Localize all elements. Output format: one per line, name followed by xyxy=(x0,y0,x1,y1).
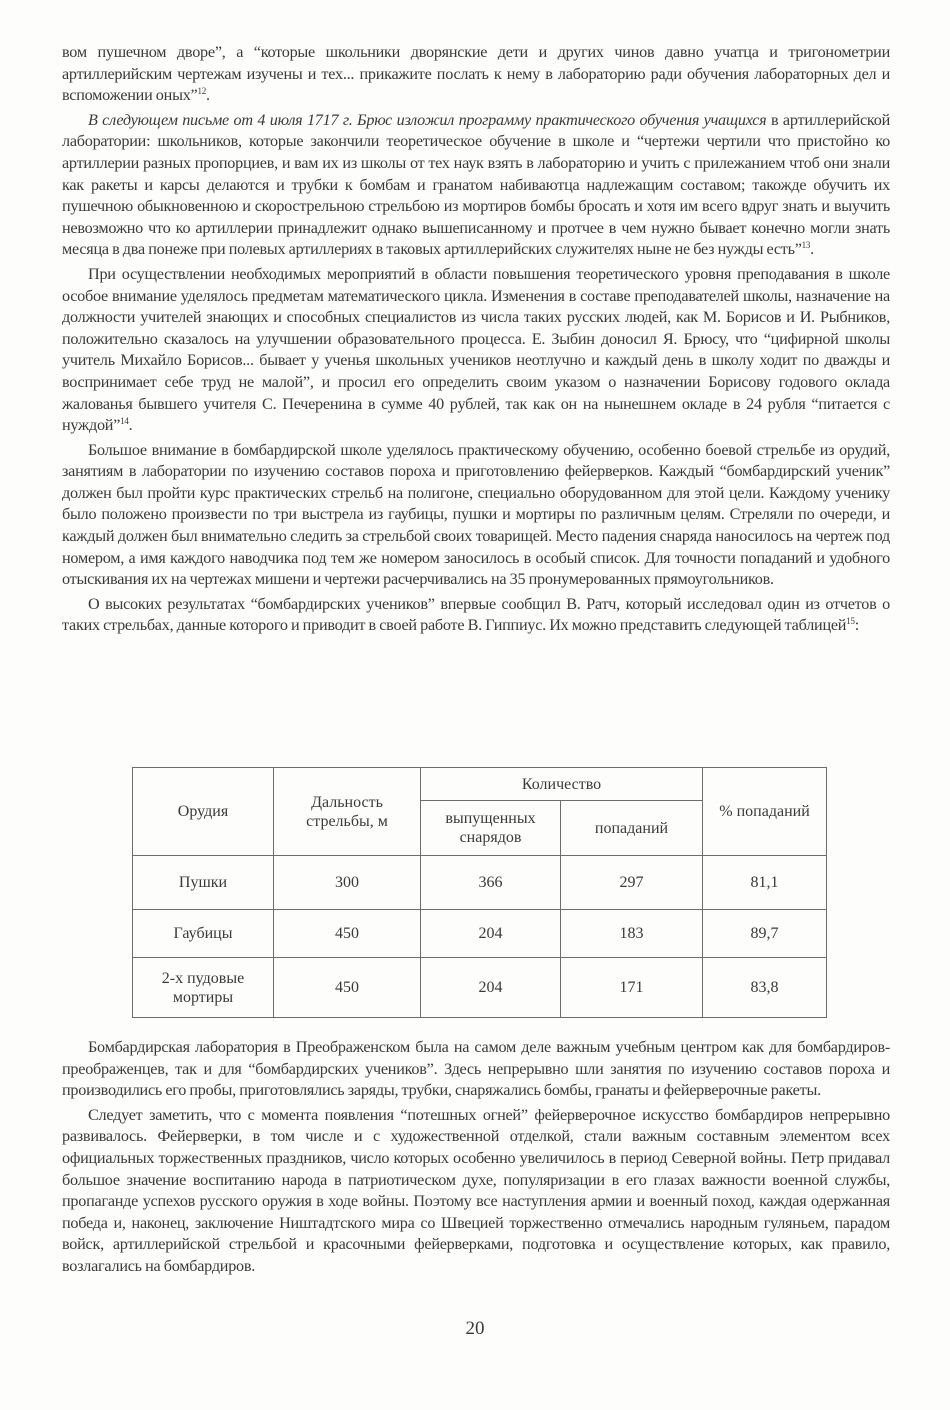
cell-hit-percent: 89,7 xyxy=(703,910,827,958)
header-weapon: Орудия xyxy=(133,768,274,856)
cell-hit-percent: 83,8 xyxy=(703,958,827,1018)
cell-hits: 297 xyxy=(561,856,703,910)
footnote-ref-12: 12 xyxy=(197,86,206,97)
cell-weapon: 2-х пудовые мортиры xyxy=(133,958,274,1018)
cell-range: 450 xyxy=(274,958,421,1018)
paragraph-5 xyxy=(62,594,890,637)
header-range: Дальность стрельбы, м xyxy=(274,768,421,856)
paragraph-text: Большое внимание в бомбардирской школе уделялось практическому обучению, особенно боевой стрельбе из орудий, занятиям в лаборатории по изучению составов пороха и приготовлению фейерверков. Каждый “бомбардирский ученик” должен был пройти курс практических стрельб на полигоне, специально оборудованном для этой цели. Каждому ученику было положено произвести по три выстрела из гаубицы, пушки и мортиры по различным целям. Стреляли по очереди, и каждый должен был внимательно следить за стрельбой своих товарищей. Место падения снаряда наносилось на чертеж под номером, а имя каждого наводчика под тем же номером заносилось в особый список. Для точности попаданий и удобного отыскивания их на чертежах мишени и чертежи расчерчивались на 35 пронумерованных прямоугольников. xyxy=(62,440,890,589)
artillery-results-table-wrapper xyxy=(132,767,826,1018)
table-row xyxy=(133,856,827,910)
paragraph-text: О высоких результатах “бомбардирских учеников” впервые сообщил В. Ратч, который исследовал один из отчетов о таких стрельбах, данные которого и приводит в своей работе В. Гиппиус. Их можно представить следующей таблицей xyxy=(62,594,890,635)
paragraph-2 xyxy=(62,110,890,261)
italic-lead: В следующем письме от 4 июля 1717 г. Брюс изложил программу практического обучения учащихся xyxy=(88,110,767,129)
header-shots-fired: выпущенных снарядов xyxy=(421,801,561,856)
cell-shots-fired: 204 xyxy=(421,958,561,1018)
paragraph-3 xyxy=(62,264,890,437)
punct: . xyxy=(810,240,814,259)
punct: : xyxy=(854,616,859,635)
footnote-ref-14: 14 xyxy=(120,416,129,427)
footnote-ref-15: 15 xyxy=(846,616,855,627)
paragraph-6: Бомбардирская лаборатория в Преображенском была на самом деле важным учебным центром как для бомбардиров-преображенцев, так и для “бомбардирских учеников”. Здесь непрерывно шли занятия по изучению составов пороха и производились его пробы, приготовлялись заряды, трубки, снаряжались бомбы, гранаты и фейерверочные ракеты. xyxy=(62,1038,890,1100)
header-quantity-group: Количество xyxy=(421,768,703,801)
cell-weapon: Гаубицы xyxy=(133,910,274,958)
paragraph-text: в артиллерийской лаборатории: школьников, которые закончили теоретическое обучение в школе и “чертежи чертили что пристойно ко артиллерии разных пропорциев, и вам их из школы от тех наук взять в лабораторию и учить с прилежанием чтоб они знали как ракеты и карсы делаются и трубки к бомбам и гранатом набиваютца надлежащим составом; такожде обучить их пушечною обыкновенною и скорострельною стрельбою из мортиров бомбы бросать и хотя им всего вдруг знать и выучить невозможно что ко артиллерии принадлежит однако вышеписанному и протчее в чем нужно бывает конечно могли знать месяца в два понеже при полевых артиллериях в таковых артиллерийских служителях ныне не без нужды есть” xyxy=(62,110,890,259)
cell-shots-fired: 366 xyxy=(421,856,561,910)
paragraph-4 xyxy=(62,440,890,591)
cell-weapon: Пушки xyxy=(133,856,274,910)
table-row xyxy=(133,910,827,958)
punct: . xyxy=(128,416,133,435)
table-row xyxy=(133,958,827,1018)
artillery-results-table xyxy=(132,767,827,1018)
cell-range: 450 xyxy=(274,910,421,958)
paragraph-text: вом пушечном дворе”, а “которые школьники дворянские дети и других чинов давно учатца и тригонометрии артиллерийским чертежам изучены и тех... прикажите послать к нему в лабораторию ради обучения лабораторных дел и вспоможении оных” xyxy=(62,43,890,105)
page-body-top xyxy=(62,42,890,637)
paragraph-1 xyxy=(62,42,890,107)
header-hit-percent: % попаданий xyxy=(703,768,827,856)
cell-shots-fired: 204 xyxy=(421,910,561,958)
page-number: 20 xyxy=(465,1318,485,1339)
cell-hits: 171 xyxy=(561,958,703,1018)
header-hits: попаданий xyxy=(561,801,703,856)
punct: . xyxy=(205,86,210,105)
cell-range: 300 xyxy=(274,856,421,910)
footnote-ref-13: 13 xyxy=(801,240,811,251)
paragraph-text: При осуществлении необходимых мероприятий в области повышения теоретического уровня преподавания в школе особое внимание уделялось предметам математического цикла. Изменения в составе преподавателей школы, назначение на должности учителей знающих и способных специалистов из числа таких русских людей, как М. Борисов и И. Рыбников, положительно сказалось на улучшении образовательного процесса. Е. Зыбин доносил Я. Брюсу, что “цифирной школы учитель Михайло Борисов... бывает у ученья школьных учеников неотлучно и каждый день в школу ходит по дважды и воспринимает себе труд не малой”, и просил его определить своим указом о назначении Борисову годового оклада жалованья бывшего учителя С. Печеренина в сумме 40 рублей, так как он на нынешнем окладе в 24 рубля “питается с нуждой” xyxy=(62,264,890,435)
page-body-bottom xyxy=(62,1037,890,1278)
cell-hit-percent: 81,1 xyxy=(703,856,827,910)
cell-hits: 183 xyxy=(561,910,703,958)
paragraph-7: Следует заметить, что с момента появления “потешных огней” фейерверочное искусство бомбардиров непрерывно развивалось. Фейерверки, в том числе и с художественной отделкой, стали важным составным элементом всех официальных торжественных праздников, число которых особенно увеличилось в период Северной войны. Петр придавал большое значение воспитанию народа в патриотическом духе, популяризации в его глазах важности военной службы, пропаганде успехов русского оружия в ходе войны. Поэтому все наступления армии и военный поход, каждая одержанная победа и, наконец, заключение Ништадтского мира со Швецией торжественно отмечались народным гуляньем, парадом войск, артиллерийской стрельбой и красочными фейерверками, подготовка и осуществление которых, как правило, возлагались на бомбардиров. xyxy=(62,1105,890,1275)
